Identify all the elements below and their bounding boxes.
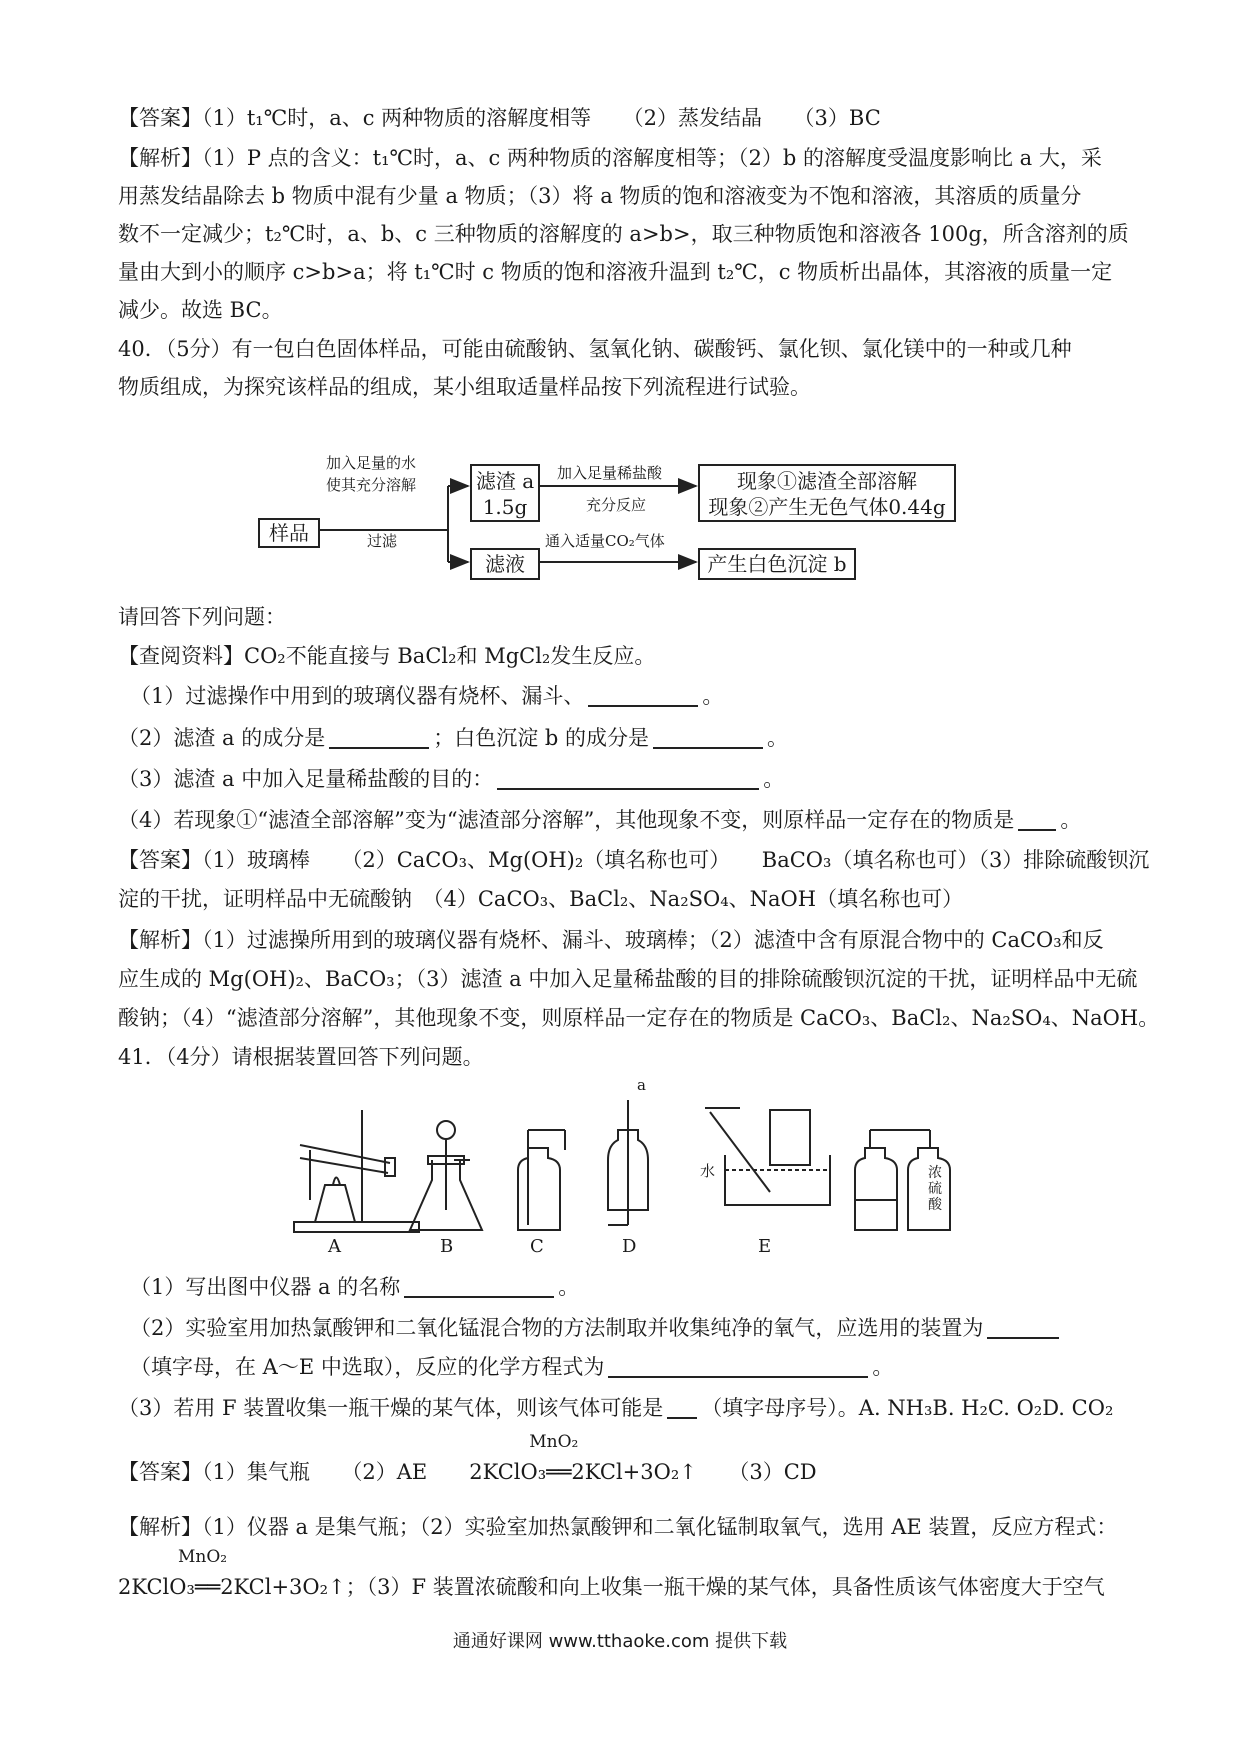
question-41-part1 (130, 1272, 579, 1302)
q40-4-text: （4）若现象①“滤渣全部溶解”变为“滤渣部分溶解”，其他现象不变，则原样品一定存在的物质是 (118, 808, 1015, 832)
q41-1-text: （1）写出图中仪器 a 的名称 (130, 1275, 401, 1299)
page-footer: 通通好课网 www.tthaoke.com 提供下载 (452, 1631, 788, 1652)
flow-observation-2: 现象②产生无色气体0.44g (708, 495, 946, 519)
question-41-part3 (118, 1393, 1113, 1423)
apparatus-a-drawing (294, 1110, 419, 1232)
apparatus-c-drawing (518, 1130, 565, 1230)
q40-1-end: 。 (702, 684, 724, 708)
analysis-39-line5: 减少。故选 BC。 (118, 298, 283, 322)
q40-3-end: 。 (763, 767, 785, 791)
answer-39: 【答案】（1）t₁℃时，a、c 两种物质的溶解度相等 （2）蒸发结晶 （3）BC (118, 106, 881, 130)
apparatus-a-mark: a (637, 1076, 646, 1094)
apparatus-c-label: C (530, 1236, 544, 1257)
q40-2-end: 。 (767, 726, 789, 750)
q40-4-end: 。 (1060, 808, 1082, 832)
q41-2-end: 。 (872, 1355, 894, 1379)
flow-acid-reaction: 充分反应 (586, 496, 647, 514)
q41-1-end: 。 (558, 1275, 580, 1299)
flow-filtrate-box: 滤液 (470, 548, 540, 580)
q41-1-blank[interactable] (404, 1276, 554, 1298)
question-41-part2-cont (130, 1352, 893, 1382)
q41-3-blank[interactable] (667, 1397, 697, 1419)
answer-41-catalyst: MnO₂ (529, 1432, 579, 1452)
apparatus-e-label: E (758, 1236, 772, 1257)
apparatus-d-drawing (608, 1100, 648, 1225)
apparatus-d-label: D (622, 1236, 637, 1257)
question-40-line1: 40．（5分）有一包白色固体样品，可能由硫酸钠、氢氧化钠、碳酸钙、氯化钡、氯化镁中的一种或几种 (118, 337, 1072, 361)
analysis-40-line2: 应生成的 Mg(OH)₂、BaCO₃；（3）滤渣 a 中加入足量稀盐酸的目的排除硫酸钡沉淀的干扰，证明样品中无硫 (118, 967, 1138, 991)
analysis-41-line1: 【解析】（1）仪器 a 是集气瓶；（2）实验室加热氯酸钾和二氧化锰制取氧气，选用 AE 装置，反应方程式： (118, 1515, 1118, 1539)
q41-2-text: （2）实验室用加热氯酸钾和二氧化锰混合物的方法制取并收集纯净的氧气，应选用的装置为 (130, 1316, 984, 1340)
answer-41-text2: （3）CD (696, 1460, 817, 1484)
question-41-title: 41．（4分）请根据装置回答下列问题。 (118, 1045, 484, 1069)
flow-co2-label: 通入适量CO₂气体 (545, 532, 665, 550)
q41-2-text2: （填字母，在 A～E 中选取），反应的化学方程式为 (130, 1355, 605, 1379)
analysis-39-line4: 量由大到小的顺序 c>b>a；将 t₁℃时 c 物质的饱和溶液升温到 t₂℃，c 物质析出晶体，其溶液的质量一定 (118, 260, 1113, 284)
flow-step1-label3: 过滤 (367, 532, 398, 550)
apparatus-e-drawing (705, 1108, 830, 1205)
answer-41-equation (469, 1432, 697, 1487)
analysis-39-line1: 【解析】（1）P 点的含义：t₁℃时，a、c 两种物质的溶解度相等；（2）b 的溶解度受温度影响比 a 大，采 (118, 146, 1102, 170)
analysis-39-line3: 数不一定减少；t₂℃时，a、b、c 三种物质的溶解度的 a>b>，取三种物质饱和溶液各 100g，所含溶剂的质 (118, 222, 1129, 246)
apparatus-b-drawing (410, 1121, 482, 1230)
answer-40-line2: 淀的干扰，证明样品中无硫酸钠 （4）CaCO₃、BaCl₂、Na₂SO₄、NaOH（填名称也可） (118, 887, 964, 911)
flow-observation-1: 现象①滤渣全部溶解 (737, 469, 917, 493)
apparatus-water-label: 水 (700, 1162, 716, 1180)
analysis-41-equation-text: 2KClO₃══2KCl+3O₂↑ (118, 1575, 346, 1599)
answer-41-text: 【答案】（1）集气瓶 （2）AE (118, 1460, 470, 1484)
flow-residue-mass: 1.5g (482, 495, 528, 519)
reference-info: 【查阅资料】CO₂不能直接与 BaCl₂和 MgCl₂发生反应。 (118, 644, 656, 668)
q40-2-text: （2）滤渣 a 的成分是 (118, 726, 326, 750)
analysis-40-line3: 酸钠；（4）“滤渣部分溶解”，其他现象不变，则原样品一定存在的物质是 CaCO₃、BaCl₂、Na₂SO₄、NaOH。 (118, 1006, 1160, 1030)
flow-sample-box: 样品 (258, 518, 320, 548)
question-40-line2: 物质组成，为探究该样品的组成，某小组取适量样品按下列流程进行试验。 (118, 375, 811, 399)
analysis-39-line2: 用蒸发结晶除去 b 物质中混有少量 a 物质；（3）将 a 物质的饱和溶液变为不饱和溶液，其溶质的质量分 (118, 184, 1082, 208)
apparatus-a-label: A (328, 1236, 341, 1257)
analysis-41-catalyst: MnO₂ (178, 1547, 228, 1567)
q41-2-blank1[interactable] (987, 1317, 1059, 1339)
q41-2-blank2[interactable] (608, 1356, 868, 1378)
apparatus-acid-label: 浓硫酸 (928, 1165, 942, 1213)
q40-2-text2: ；白色沉淀 b 的成分是 (433, 726, 650, 750)
q40-3-text: （3）滤渣 a 中加入足量稀盐酸的目的： (118, 767, 494, 791)
flow-step1-label2: 使其充分溶解 (326, 476, 417, 494)
answer-41-equation-text: 2KClO₃══2KCl+3O₂↑ (469, 1460, 697, 1484)
analysis-41-text: ；（3）F 装置浓硫酸和向上收集一瓶干燥的某气体，具备性质该气体密度大于空气 (345, 1575, 1105, 1599)
question-40-prompt: 请回答下列问题： (118, 605, 286, 629)
flow-residue-label: 滤渣 a (475, 469, 535, 493)
answer-40-line1: 【答案】（1）玻璃棒 （2）CaCO₃、Mg(OH)₂（填名称也可） BaCO₃（填名称也可）（3）排除硫酸钡沉 (118, 848, 1150, 872)
apparatus-b-label: B (440, 1236, 454, 1257)
flow-precipitate-box: 产生白色沉淀 b (698, 548, 856, 580)
analysis-41-equation (118, 1547, 346, 1602)
flow-acid-label: 加入足量稀盐酸 (557, 464, 663, 482)
q40-1-text: （1）过滤操作中用到的玻璃仪器有烧杯、漏斗、 (130, 684, 585, 708)
question-41-part2 (130, 1313, 1063, 1343)
answer-41 (118, 1432, 817, 1487)
q41-3-options: （填字母序号）。A. NH₃B. H₂C. O₂D. CO₂ (701, 1396, 1114, 1420)
flow-step1-label1: 加入足量的水 (326, 454, 417, 472)
analysis-41-line2 (118, 1547, 1105, 1602)
analysis-40-line1: 【解析】（1）过滤操所用到的玻璃仪器有烧杯、漏斗、玻璃棒；（2）滤渣中含有原混合物中的 CaCO₃和反 (118, 928, 1104, 952)
q41-3-text: （3）若用 F 装置收集一瓶干燥的某气体，则该气体可能是 (118, 1396, 664, 1420)
